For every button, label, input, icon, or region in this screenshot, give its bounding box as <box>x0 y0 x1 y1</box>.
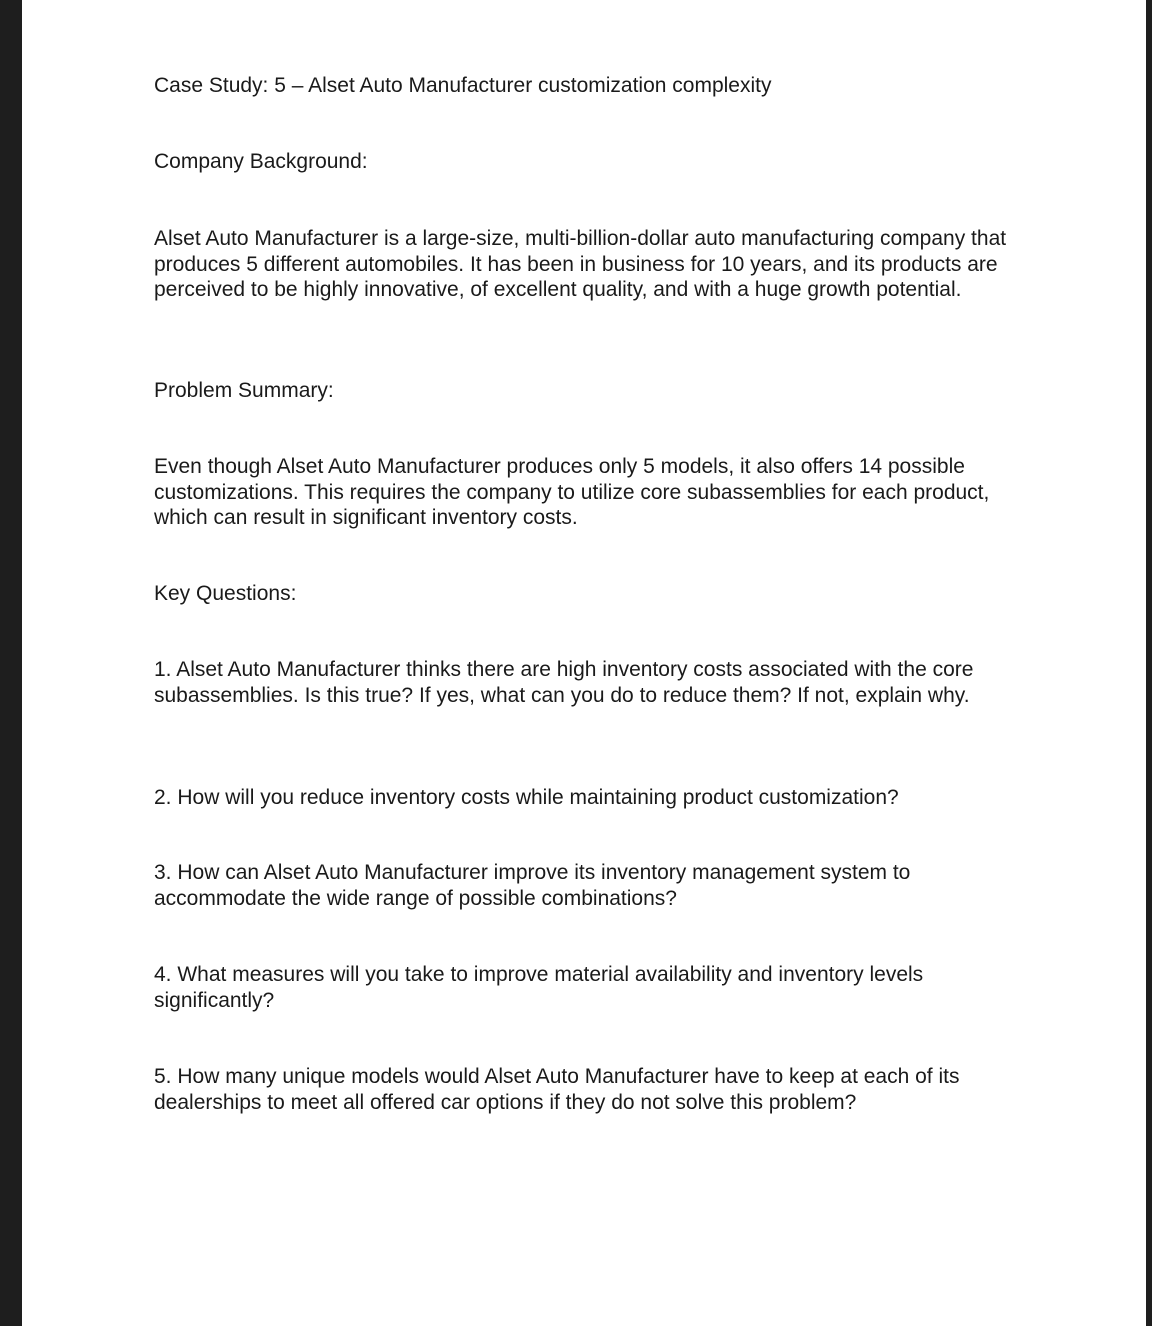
question-4: 4. What measures will you take to improve material availability and inventory levels significantly? <box>154 963 924 1012</box>
question-2: 2. How will you reduce inventory costs while maintaining product customization? <box>154 786 899 809</box>
problem-heading: Problem Summary: <box>154 379 334 402</box>
question-3: 3. How can Alset Auto Manufacturer improve its inventory management system to accommodate the wide range of possible combinations? <box>154 861 911 910</box>
document-title: Case Study: 5 – Alset Auto Manufacturer customization complexity <box>154 74 772 97</box>
question-5: 5. How many unique models would Alset Auto Manufacturer have to keep at each of its dealerships to meet all offered car options if they do not solve this problem? <box>154 1065 960 1114</box>
window-edge <box>1146 0 1152 1326</box>
question-1: 1. Alset Auto Manufacturer thinks there are high inventory costs associated with the core subassemblies. Is this true? If yes, what can you do to reduce them? If not, explain why. <box>154 658 974 707</box>
background-heading: Company Background: <box>154 150 368 173</box>
questions-heading: Key Questions: <box>154 582 297 605</box>
problem-paragraph: Even though Alset Auto Manufacturer produces only 5 models, it also offers 14 possible customizations. This requires the company to utilize core subassemblies for each product, which can result in significant inventory costs. <box>154 455 990 529</box>
background-paragraph: Alset Auto Manufacturer is a large-size, multi-billion-dollar auto manufacturing company that produces 5 different automobiles. It has been in business for 10 years, and its products are perceived to be highly innovative, of excellent quality, and with a huge growth potential. <box>154 227 1007 301</box>
